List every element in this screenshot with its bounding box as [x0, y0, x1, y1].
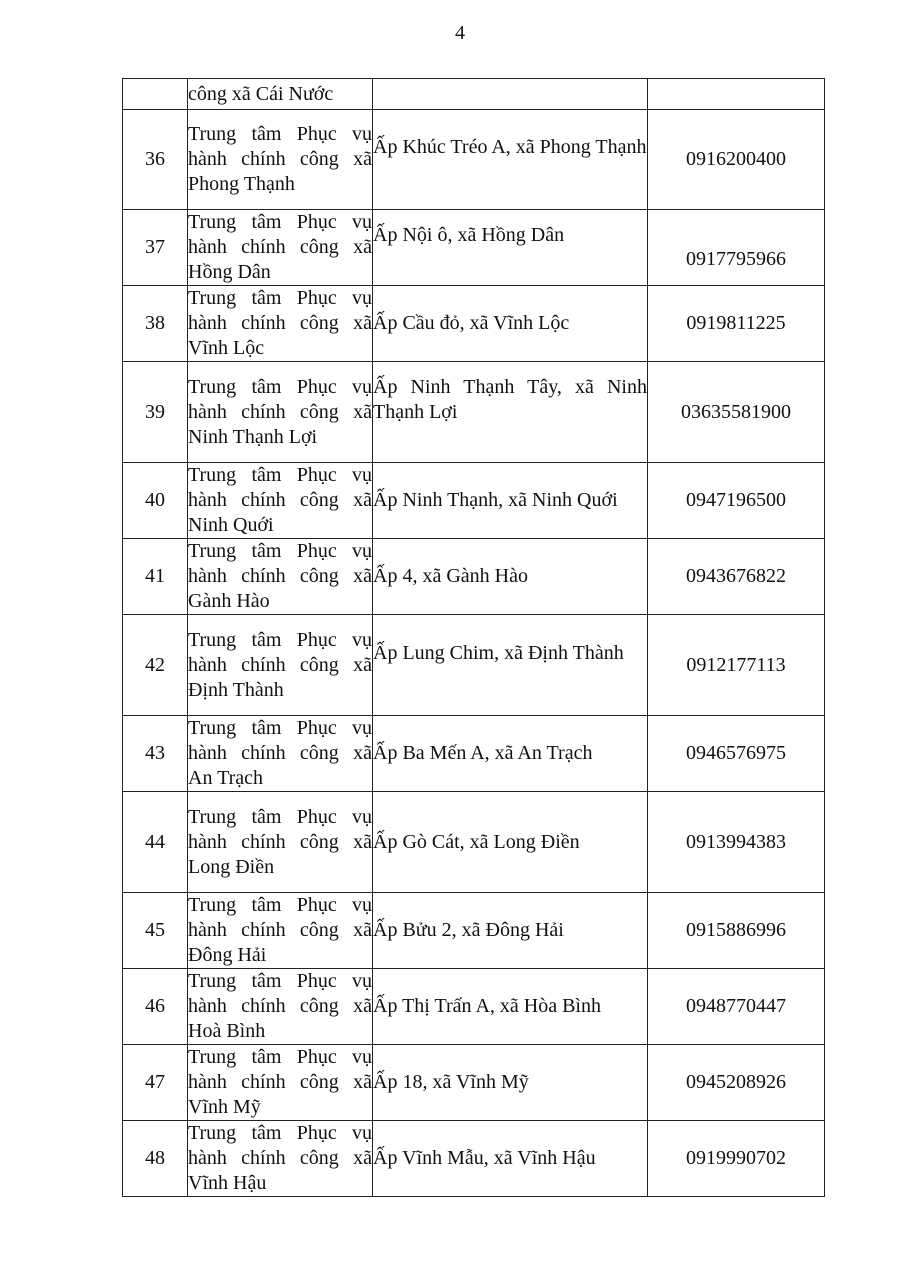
center-phone	[648, 79, 825, 110]
page-number: 4	[455, 22, 465, 44]
table-row	[123, 79, 825, 110]
admin-centers-table	[122, 78, 825, 1197]
center-phone-text: 0917795966	[686, 248, 786, 270]
center-name: Trung tâm Phục vụ hành chính công xã Hồng Dân	[188, 210, 373, 286]
center-phone: 0916200400	[648, 110, 825, 210]
center-address: Ấp Bửu 2, xã Đông Hải	[373, 893, 648, 969]
table-row	[123, 716, 825, 792]
row-number: 42	[123, 615, 188, 716]
center-phone	[648, 210, 825, 286]
center-name: Trung tâm Phục vụ hành chính công xã An Trạch	[188, 716, 373, 792]
row-number: 43	[123, 716, 188, 792]
table-row	[123, 792, 825, 893]
center-name: Trung tâm Phục vụ hành chính công xã Vĩnh Lộc	[188, 286, 373, 362]
center-address: Ấp Cầu đỏ, xã Vĩnh Lộc	[373, 286, 648, 362]
row-number	[123, 79, 188, 110]
center-address: Ấp Vĩnh Mẫu, xã Vĩnh Hậu	[373, 1121, 648, 1197]
row-number: 37	[123, 210, 188, 286]
table-row	[123, 286, 825, 362]
center-name: Trung tâm Phục vụ hành chính công xã Ninh Quới	[188, 463, 373, 539]
center-address: Ấp Gò Cát, xã Long Điền	[373, 792, 648, 893]
table-row	[123, 893, 825, 969]
row-number: 36	[123, 110, 188, 210]
row-number: 39	[123, 362, 188, 463]
table-row	[123, 969, 825, 1045]
center-address	[373, 210, 648, 286]
center-address	[373, 615, 648, 716]
center-name: Trung tâm Phục vụ hành chính công xã Định Thành	[188, 615, 373, 716]
center-phone: 0948770447	[648, 969, 825, 1045]
row-number: 46	[123, 969, 188, 1045]
center-phone: 03635581900	[648, 362, 825, 463]
center-phone: 0947196500	[648, 463, 825, 539]
center-name: Trung tâm Phục vụ hành chính công xã Long Điền	[188, 792, 373, 893]
center-name: Trung tâm Phục vụ hành chính công xã Hoà Bình	[188, 969, 373, 1045]
center-name: Trung tâm Phục vụ hành chính công xã Gành Hào	[188, 539, 373, 615]
table-row	[123, 539, 825, 615]
center-name: Trung tâm Phục vụ hành chính công xã Ninh Thạnh Lợi	[188, 362, 373, 463]
center-address-text: Ấp Ninh Thạnh Tây, xã Ninh Thạnh Lợi	[373, 376, 647, 423]
table-row	[123, 463, 825, 539]
center-address	[373, 110, 648, 210]
table-row	[123, 210, 825, 286]
center-phone: 0912177113	[648, 615, 825, 716]
center-address: Ấp Ninh Thạnh, xã Ninh Quới	[373, 463, 648, 539]
center-name: công xã Cái Nước	[188, 79, 373, 110]
center-phone: 0946576975	[648, 716, 825, 792]
row-number: 47	[123, 1045, 188, 1121]
center-phone: 0913994383	[648, 792, 825, 893]
center-address	[373, 362, 648, 463]
center-name: Trung tâm Phục vụ hành chính công xã Phong Thạnh	[188, 110, 373, 210]
table-row	[123, 110, 825, 210]
table-row	[123, 1045, 825, 1121]
center-name: Trung tâm Phục vụ hành chính công xã Đông Hải	[188, 893, 373, 969]
center-address-text: Ấp Lung Chim, xã Định Thành	[373, 641, 624, 664]
center-phone: 0943676822	[648, 539, 825, 615]
row-number: 38	[123, 286, 188, 362]
center-name: Trung tâm Phục vụ hành chính công xã Vĩnh Hậu	[188, 1121, 373, 1197]
table-row	[123, 1121, 825, 1197]
row-number: 40	[123, 463, 188, 539]
center-address-text: Ấp Nội ô, xã Hồng Dân	[373, 224, 565, 246]
center-address	[373, 79, 648, 110]
center-phone: 0919990702	[648, 1121, 825, 1197]
table-row	[123, 615, 825, 716]
row-number: 48	[123, 1121, 188, 1197]
table-row	[123, 362, 825, 463]
row-number: 41	[123, 539, 188, 615]
center-phone: 0919811225	[648, 286, 825, 362]
center-phone: 0945208926	[648, 1045, 825, 1121]
center-address: Ấp 4, xã Gành Hào	[373, 539, 648, 615]
center-name: Trung tâm Phục vụ hành chính công xã Vĩnh Mỹ	[188, 1045, 373, 1121]
center-phone: 0915886996	[648, 893, 825, 969]
center-address: Ấp Ba Mến A, xã An Trạch	[373, 716, 648, 792]
row-number: 45	[123, 893, 188, 969]
center-address-text: Ấp Khúc Tréo A, xã Phong Thạnh	[373, 136, 647, 158]
center-address: Ấp 18, xã Vĩnh Mỹ	[373, 1045, 648, 1121]
center-address: Ấp Thị Trấn A, xã Hòa Bình	[373, 969, 648, 1045]
row-number: 44	[123, 792, 188, 893]
